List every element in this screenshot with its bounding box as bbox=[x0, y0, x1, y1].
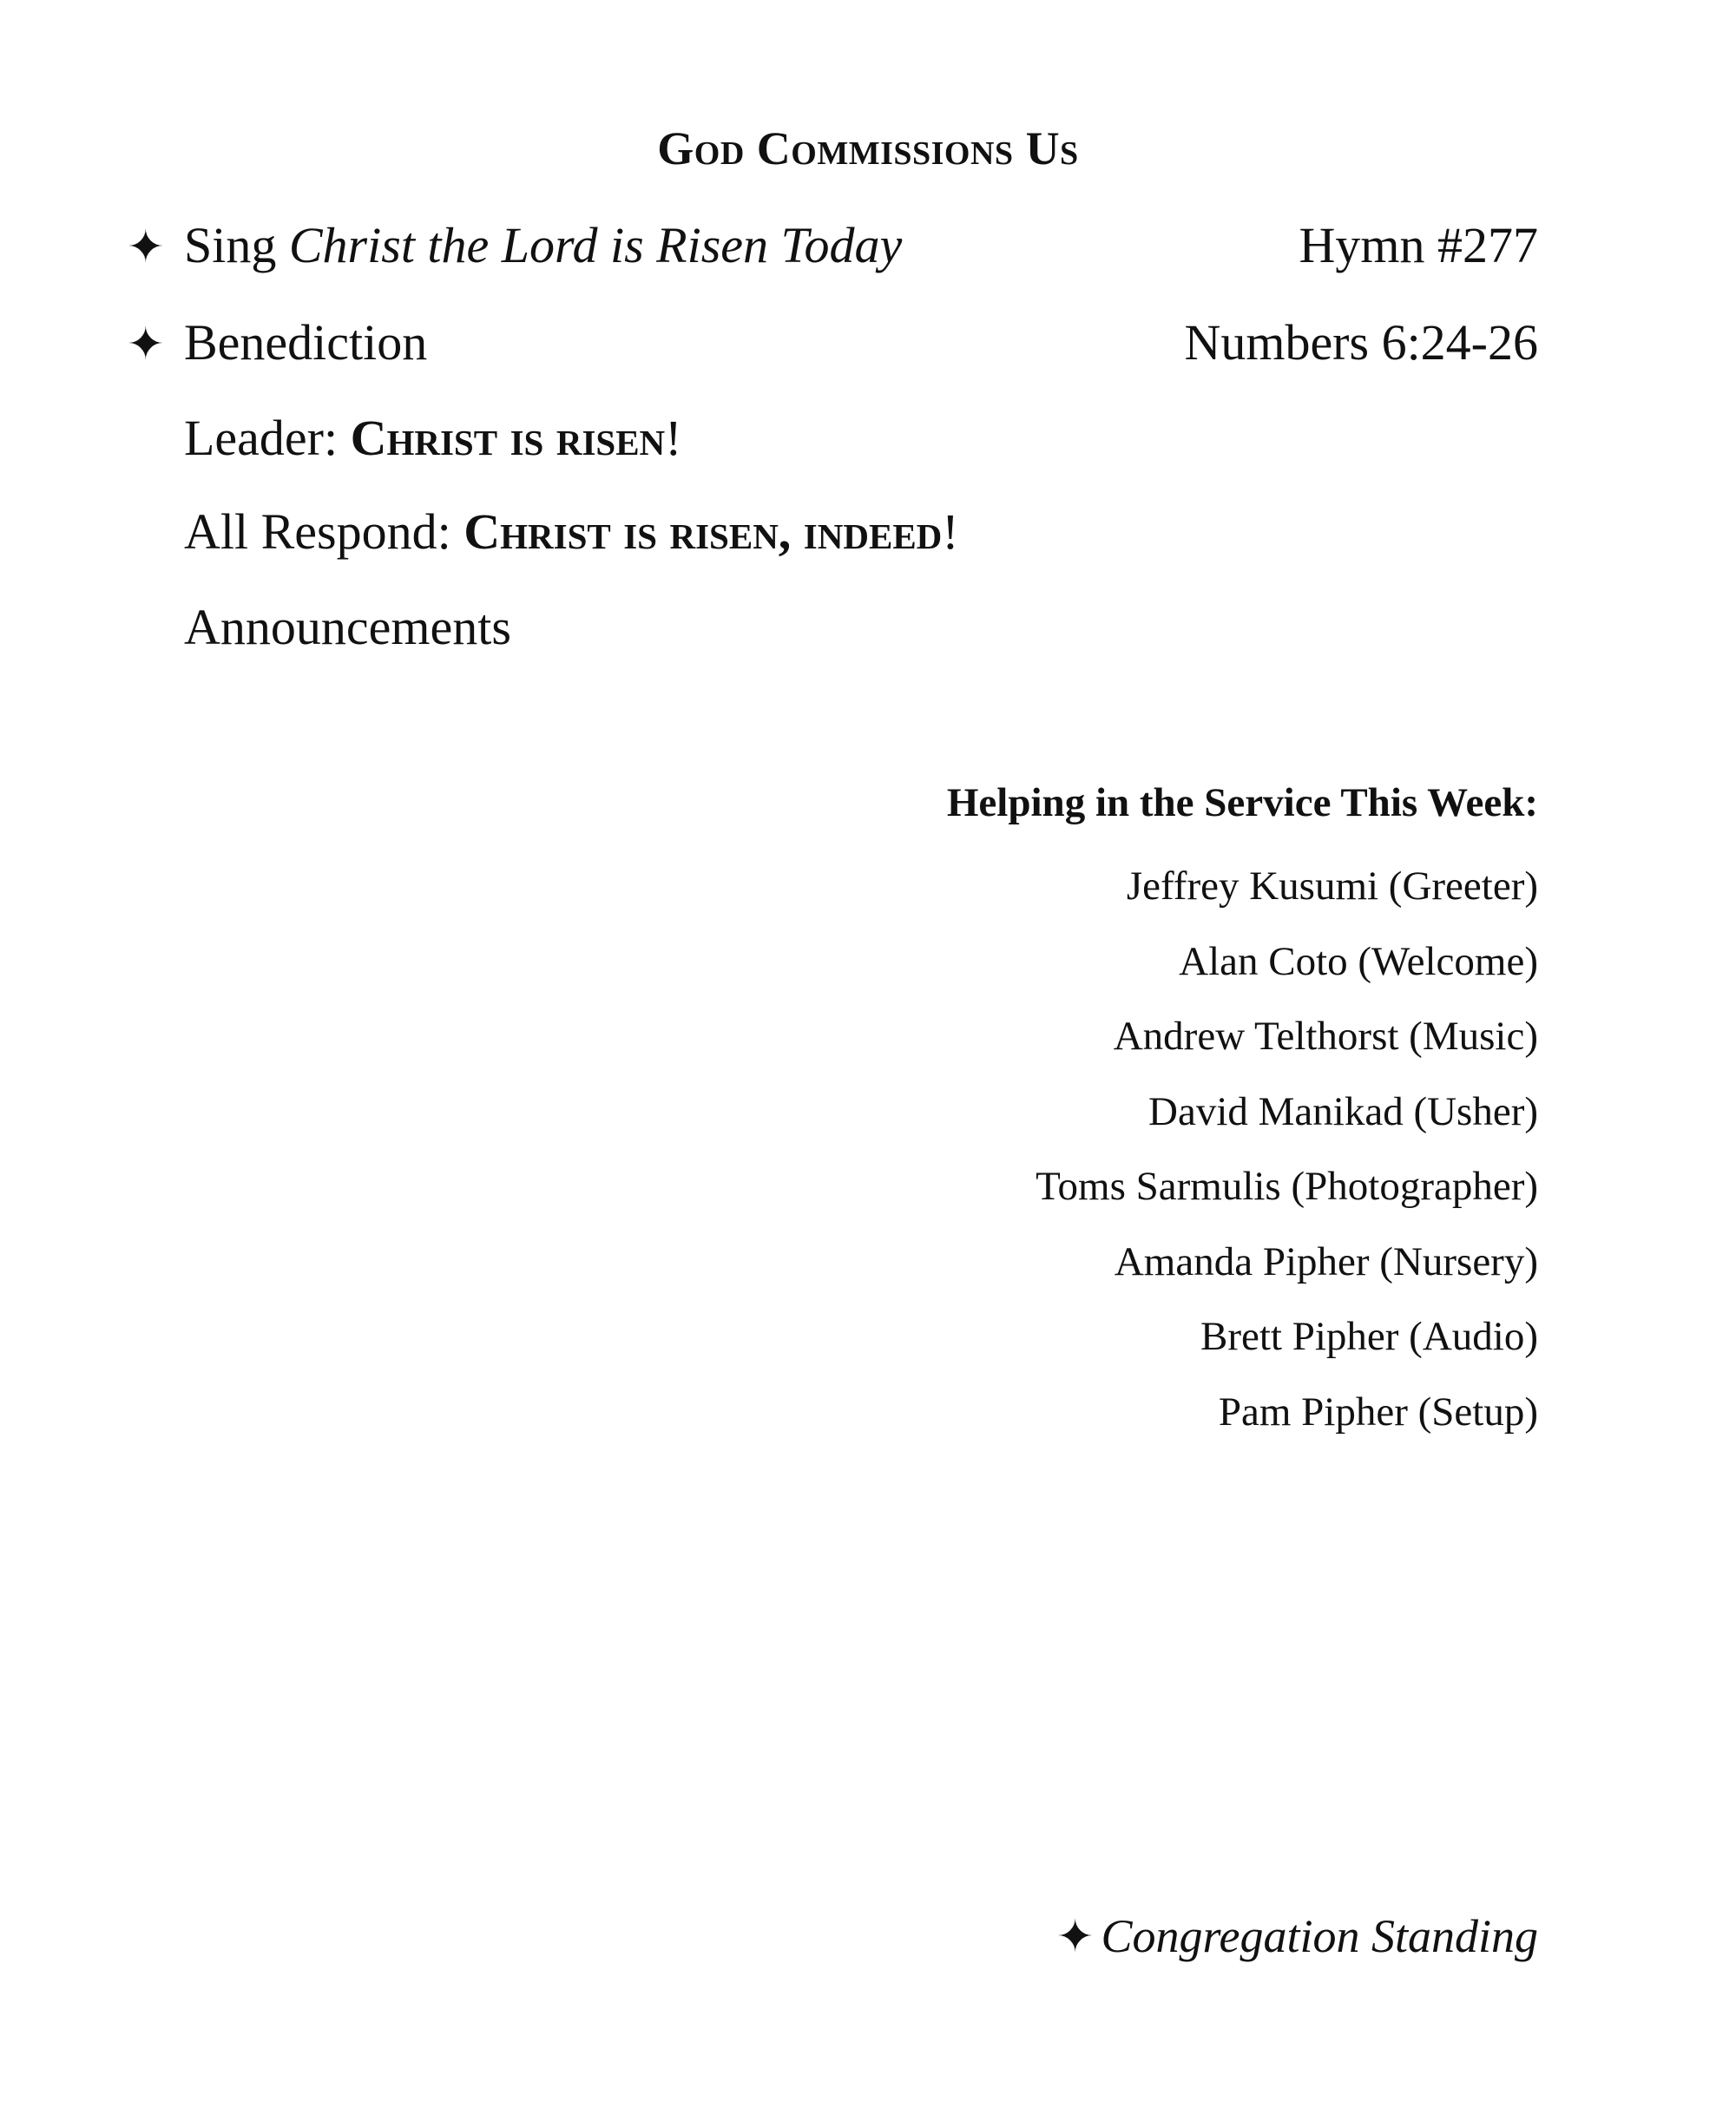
helper-item: Brett Pipher (Audio) bbox=[1200, 1314, 1538, 1359]
helper-item: Alan Coto (Welcome) bbox=[1179, 938, 1538, 984]
helper-item: Amanda Pipher (Nursery) bbox=[1114, 1238, 1538, 1284]
sing-row bbox=[127, 215, 1538, 279]
sing-item bbox=[127, 215, 902, 279]
standing-star-icon: ✦ bbox=[127, 223, 165, 273]
standing-star-icon: ✦ bbox=[1055, 1913, 1095, 1962]
standing-star-icon: ✦ bbox=[127, 320, 165, 370]
sing-prefix: Sing bbox=[184, 217, 277, 273]
footer-note bbox=[1056, 1909, 1538, 1963]
helper-item: Toms Sarmulis (Photographer) bbox=[1036, 1164, 1538, 1209]
helper-item: David Manikad (Usher) bbox=[1148, 1088, 1538, 1134]
respond-line bbox=[184, 502, 959, 562]
respond-punct: ! bbox=[942, 503, 959, 560]
leader-punct: ! bbox=[665, 410, 682, 466]
leader-text: Christ is risen bbox=[350, 410, 666, 466]
helpers-list bbox=[947, 774, 1538, 1449]
helper-item: Andrew Telthorst (Music) bbox=[1113, 1014, 1538, 1059]
benediction-reference: Numbers 6:24-26 bbox=[1184, 314, 1538, 371]
hymn-number: Hymn #277 bbox=[1299, 217, 1538, 273]
benediction-label: Benediction bbox=[184, 314, 428, 371]
leader-label: Leader: bbox=[184, 410, 339, 466]
footer-text: Congregation Standing bbox=[1101, 1910, 1538, 1962]
hymn-title: Christ the Lord is Risen Today bbox=[288, 217, 903, 273]
benediction-row bbox=[127, 312, 1538, 376]
respond-label: All Respond: bbox=[184, 503, 451, 560]
respond-text: Christ is risen, indeed bbox=[464, 503, 943, 560]
benediction-item bbox=[127, 312, 427, 376]
leader-line bbox=[184, 408, 682, 469]
section-title: God Commissions Us bbox=[657, 122, 1079, 174]
helpers-heading: Helping in the Service This Week: bbox=[946, 780, 1538, 825]
announcements-line: Announcements bbox=[184, 599, 511, 655]
helper-item: Pam Pipher (Setup) bbox=[1218, 1389, 1538, 1435]
helper-item: Jeffrey Kusumi (Greeter) bbox=[1126, 864, 1538, 909]
